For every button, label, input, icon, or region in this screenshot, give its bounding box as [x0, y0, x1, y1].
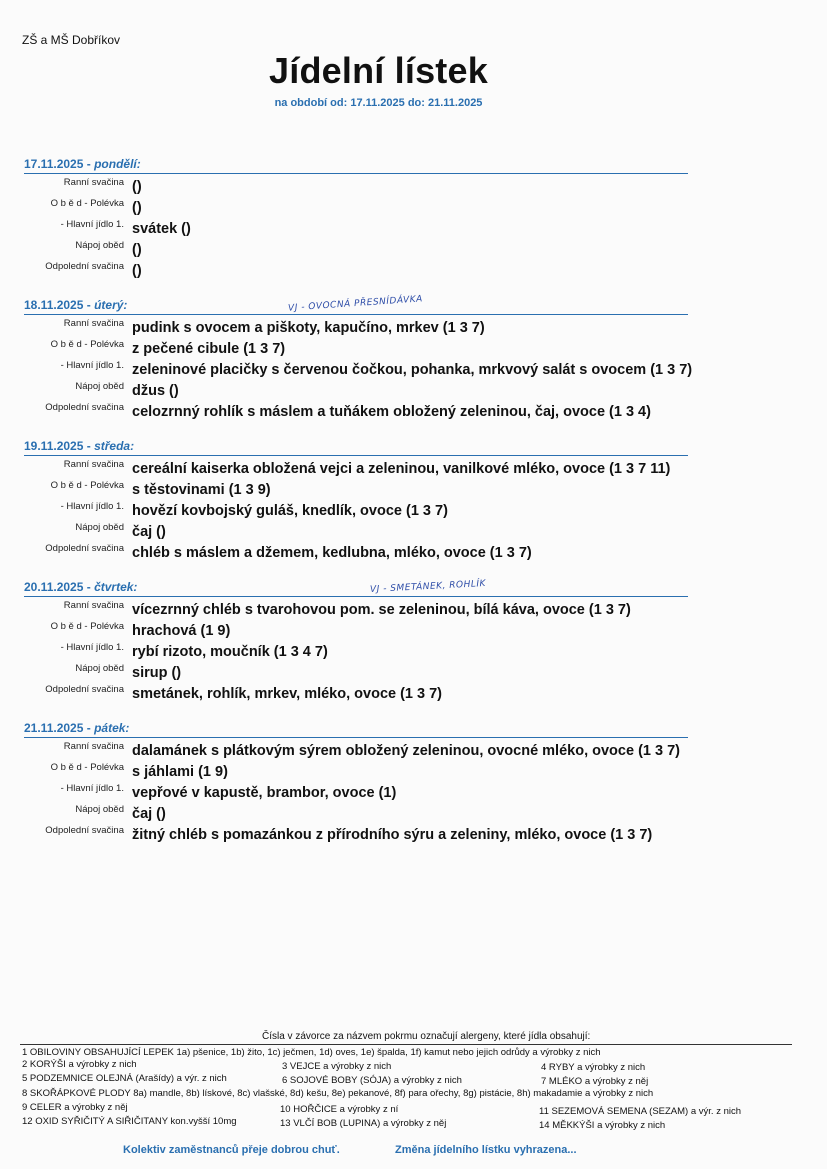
meal-dish: () — [132, 263, 142, 279]
meal-row — [24, 801, 688, 822]
meal-dish: () — [132, 179, 142, 195]
day-name: pátek: — [94, 721, 130, 735]
school-name: ZŠ a MŠ Dobříkov — [22, 33, 121, 47]
page-title: Jídelní lístek — [269, 50, 488, 91]
allergen-item: 2 KORÝŠI a výrobky z nich — [22, 1059, 137, 1070]
footer-greeting: Kolektiv zaměstnanců přeje dobrou chuť. — [123, 1144, 340, 1156]
meal-label: O b ě d - Polévka — [50, 480, 124, 491]
day-section — [24, 157, 688, 279]
day-section — [24, 439, 688, 561]
meal-row — [24, 660, 688, 681]
day-date: 21.11.2025 — [24, 721, 84, 735]
handwritten-note: VJ - OVOCNÁ PŘESNÍDÁVKA — [287, 294, 424, 314]
handwritten-note: VJ - SMETÁNEK, ROHLÍK — [369, 578, 487, 596]
day-section — [24, 294, 693, 420]
meal-row — [24, 195, 688, 216]
meal-label: Ranní svačina — [63, 177, 124, 188]
meal-dish: vícezrnný chléb s tvarohovou pom. se zeleninou, bílá káva, ovoce (1 3 7) — [132, 602, 631, 618]
meal-label: Ranní svačina — [63, 459, 124, 470]
allergen-item: 14 MĚKKÝŠI a výrobky z nich — [539, 1120, 666, 1131]
meal-label: Ranní svačina — [63, 741, 124, 752]
allergen-item: 8 SKOŘÁPKOVÉ PLODY 8a) mandle, 8b) lískové, 8c) vlašské, 8d) kešu, 8e) pekanové, 8f) para ořechy, 8g) pistácie, 8h) makadamie a výrobky z nich — [22, 1088, 654, 1099]
meal-label: O b ě d - Polévka — [50, 339, 124, 350]
meal-dish: rybí rizoto, moučník (1 3 4 7) — [132, 644, 328, 660]
meal-dish: dalamánek s plátkovým sýrem obložený zeleninou, ovocné mléko, ovoce (1 3 7) — [132, 743, 680, 759]
day-date: 18.11.2025 — [24, 298, 84, 312]
meal-dish: hrachová (1 9) — [132, 623, 231, 639]
meal-row — [24, 618, 688, 639]
day-section — [24, 721, 688, 843]
allergen-item: 3 VEJCE a výrobky z nich — [282, 1061, 392, 1072]
legend-divider — [20, 1044, 792, 1045]
meal-dish: z pečené cibule (1 3 7) — [132, 341, 286, 357]
meal-dish: () — [132, 200, 142, 216]
meal-dish: čaj () — [132, 806, 166, 822]
meal-dish: čaj () — [132, 524, 166, 540]
meal-label: - Hlavní jídlo 1. — [60, 501, 124, 512]
meal-row — [24, 519, 688, 540]
meal-label: - Hlavní jídlo 1. — [60, 642, 124, 653]
meal-label: Odpolední svačina — [45, 684, 124, 695]
meal-row — [24, 540, 688, 561]
meal-label: O b ě d - Polévka — [50, 762, 124, 773]
footer-notice: Změna jídelního lístku vyhrazena... — [395, 1144, 577, 1156]
allergen-item: 13 VLČÍ BOB (LUPINA) a výrobky z něj — [280, 1118, 447, 1129]
meal-label: Nápoj oběd — [75, 381, 124, 392]
meal-label: Ranní svačina — [63, 318, 124, 329]
meal-row — [24, 738, 688, 759]
allergen-item: 10 HOŘČICE a výrobky z ní — [280, 1104, 399, 1115]
meal-label: - Hlavní jídlo 1. — [60, 360, 124, 371]
day-header: 19.11.2025 - středa: — [24, 439, 135, 453]
meal-row — [24, 357, 693, 378]
allergen-item: 5 PODZEMNICE OLEJNÁ (Arašídy) a výr. z nich — [22, 1073, 227, 1084]
day-header: 21.11.2025 - pátek: — [24, 721, 130, 735]
meal-label: Nápoj oběd — [75, 804, 124, 815]
meal-row — [24, 258, 688, 279]
meal-row — [24, 477, 688, 498]
day-header: 18.11.2025 - úterý: — [24, 298, 128, 312]
meal-label: Odpolední svačina — [45, 825, 124, 836]
allergen-item: 11 SEZEMOVÁ SEMENA (SEZAM) a výr. z nich — [539, 1106, 742, 1117]
meal-dish: žitný chléb s pomazánkou z přírodního sýru a zeleniny, mléko, ovoce (1 3 7) — [132, 827, 653, 843]
meal-label: Odpolední svačina — [45, 543, 124, 554]
allergen-item: 1 OBILOVINY OBSAHUJÍCÍ LEPEK 1a) pšenice, 1b) žito, 1c) ječmen, 1d) oves, 1e) špalda, 1f) kamut nebo jejich odrůdy a výrobky z nich — [22, 1047, 601, 1058]
meal-row — [24, 681, 688, 702]
meal-dish: svátek () — [132, 221, 191, 237]
meal-dish: zeleninové placičky s červenou čočkou, pohanka, mrkvový salát s ovocem (1 3 7) — [132, 362, 693, 378]
meal-dish: pudink s ovocem a piškoty, kapučíno, mrkev (1 3 7) — [132, 320, 485, 336]
day-header: 20.11.2025 - čtvrtek: — [24, 580, 138, 594]
meal-label: Nápoj oběd — [75, 663, 124, 674]
meal-dish: s jáhlami (1 9) — [132, 764, 228, 780]
day-header: 17.11.2025 - pondělí: — [24, 157, 141, 171]
day-name: úterý: — [94, 298, 128, 312]
allergen-item: 12 OXID SYŘIČITÝ A SIŘIČITANY kon.vyšší 10mg — [22, 1116, 237, 1127]
meal-row — [24, 336, 688, 357]
meal-label: Nápoj oběd — [75, 240, 124, 251]
meal-row — [24, 174, 688, 195]
meal-label: Ranní svačina — [63, 600, 124, 611]
meal-label: O b ě d - Polévka — [50, 198, 124, 209]
meal-row — [24, 822, 688, 843]
allergen-item: 7 MLÉKO a výrobky z něj — [541, 1076, 649, 1087]
allergen-item: 9 CELER a výrobky z něj — [22, 1102, 128, 1113]
meal-dish: vepřové v kapustě, brambor, ovoce (1) — [132, 785, 397, 801]
meal-dish: hovězí kovbojský guláš, knedlík, ovoce (1 3 7) — [132, 503, 448, 519]
day-name: středa: — [94, 439, 135, 453]
meal-dish: džus () — [132, 383, 179, 399]
meal-dish: s těstovinami (1 3 9) — [132, 482, 271, 498]
meal-label: O b ě d - Polévka — [50, 621, 124, 632]
meal-label: Odpolední svačina — [45, 402, 124, 413]
allergen-item: 6 SOJOVÉ BOBY (SÓJA) a výrobky z nich — [282, 1075, 462, 1086]
meal-dish: cereální kaiserka obložená vejci a zeleninou, vanilkové mléko, ovoce (1 3 7 11) — [132, 461, 671, 477]
period: na období od: 17.11.2025 do: 21.11.2025 — [274, 97, 483, 109]
meal-row — [24, 780, 688, 801]
meal-row — [24, 759, 688, 780]
meal-dish: chléb s máslem a džemem, kedlubna, mléko, ovoce (1 3 7) — [132, 545, 532, 561]
allergen-legend-title: Čísla v závorce za názvem pokrmu označují alergeny, které jídla obsahují: — [262, 1031, 591, 1042]
day-date: 19.11.2025 — [24, 439, 84, 453]
meal-row — [24, 639, 688, 660]
meal-label: - Hlavní jídlo 1. — [60, 783, 124, 794]
meal-label: Odpolední svačina — [45, 261, 124, 272]
meal-row — [24, 399, 688, 420]
day-date: 20.11.2025 — [24, 580, 84, 594]
meal-dish: () — [132, 242, 142, 258]
meal-row — [24, 315, 688, 336]
day-date: 17.11.2025 — [24, 157, 84, 171]
day-name: čtvrtek: — [94, 580, 138, 594]
meal-dish: sirup () — [132, 665, 182, 681]
meal-dish: smetánek, rohlík, mrkev, mléko, ovoce (1 3 7) — [132, 686, 443, 702]
meal-label: Nápoj oběd — [75, 522, 124, 533]
meal-row — [24, 216, 688, 237]
day-name: pondělí: — [94, 157, 141, 171]
meal-row — [24, 498, 688, 519]
meal-label: - Hlavní jídlo 1. — [60, 219, 124, 230]
allergen-item: 4 RYBY a výrobky z nich — [541, 1062, 646, 1073]
meal-row — [24, 378, 688, 399]
day-section — [24, 580, 688, 702]
meal-row — [24, 597, 688, 618]
meal-row — [24, 237, 688, 258]
meal-row — [24, 456, 688, 477]
meal-dish: celozrnný rohlík s máslem a tuňákem obložený zeleninou, čaj, ovoce (1 3 4) — [132, 404, 651, 420]
